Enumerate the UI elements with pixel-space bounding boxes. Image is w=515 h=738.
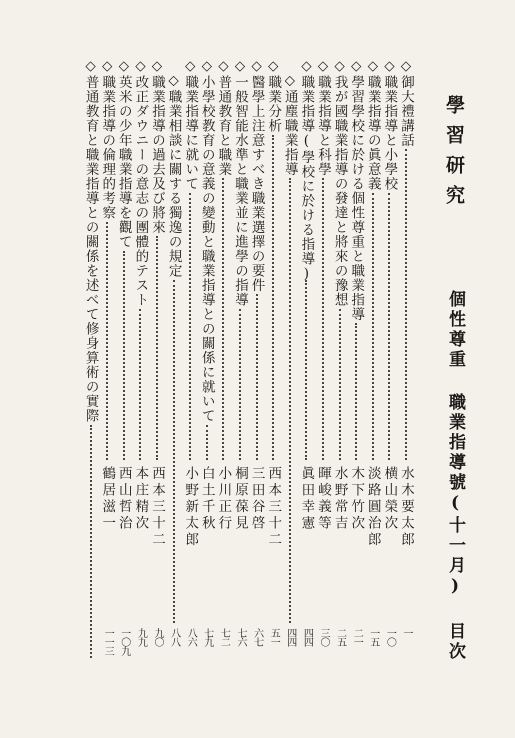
dot-leader [123,251,127,461]
dot-leader [206,425,210,461]
toc-entry-author: 鶴居滋一 [99,466,116,532]
dot-leader [405,149,409,460]
dot-leader [90,425,94,659]
toc-entry-page: 一一三 [102,628,114,655]
toc-entry-page: 六七 [251,628,263,646]
toc-entry-title: ◇職業指導の倫理的考察 [99,58,116,220]
dot-leader [106,222,110,461]
toc-entry-title: ◇我が國職業指導の發達と將來の豫想 [331,58,348,307]
toc-entry-title: ◇職業指導と科學 [315,58,331,177]
dot-leader [339,309,343,461]
dot-leader [173,280,177,624]
toc-entry-author: 暉峻義等 [315,466,331,532]
toc-entry-author: 西本三十二 [149,466,165,549]
toc-entry-author: 白土千秋 [198,466,215,532]
toc-entry-author: 小野新太郎 [182,466,199,549]
toc-entry-page: 二五 [334,628,346,646]
toc-entry-title: ◇英米の少年職業指導を觀て [115,58,132,249]
toc-entry-title: ◇職業指導と小學校 [381,58,398,191]
toc-entry-title: ◇職業指導(學校に於ける指導) [298,58,315,283]
toc-entry-page: 一〇 [384,628,396,646]
toc-entry-page: 八六 [185,628,197,646]
toc-entry-page: 一五 [367,628,379,646]
toc-entry-page: 八八 [168,628,180,646]
toc-entry-page: 一 [401,628,412,637]
toc-entry-author: 横山榮次 [381,466,398,532]
toc-entry-author: 木下竹次 [348,466,365,532]
dot-leader [388,193,392,461]
dot-leader [355,323,359,460]
toc-entry-author: 水木要太郎 [398,466,414,549]
toc-entry-page: 一〇九 [118,628,130,655]
dot-leader [305,280,309,461]
toc-entry-page: 九〇 [152,628,163,646]
toc-entry [81,58,101,648]
toc-entry-page: 七六 [235,628,246,646]
toc-entry-page: 四四 [284,628,296,646]
dot-leader [139,309,143,461]
toc-entry-author: 本庄精次 [132,466,149,532]
toc-entry-title: ◇普通教育と職業指導との關係を述べて修身算術の實際 [82,58,99,423]
dot-leader [256,294,260,460]
toc-entry-page: 七九 [201,628,213,646]
toc-entry-author: 桐原葆見 [232,466,248,532]
dot-leader [322,178,326,460]
dot-leader [156,236,160,460]
toc-entry-title: ◇通塵職業指導 [281,58,298,177]
toc-entry-title: ◇職業指導の過去及び將來 [149,58,165,235]
toc-entry-author: 淡路圓治郎 [364,466,381,549]
toc-entry-page: 二一 [351,628,363,646]
toc-entry-title: ◇改正ダウニーの意志の團體的テスト [132,58,149,307]
toc-entry-page: 七二 [218,628,230,646]
toc-entry-title: ◇一般智能水準と職業並に進學の指導 [232,58,248,307]
toc-entry-title: ◇小學校教育の意義の變動と職業指導との關係に就いて [198,58,215,423]
dot-leader [239,309,243,461]
toc-entry-title: ◇職業指導に就いて [182,58,199,191]
dot-leader [372,193,376,461]
toc-entry-author: 小川正行 [215,466,232,532]
toc-entry-page: 四四 [301,628,313,646]
toc-entry-page: 五一 [268,628,280,646]
toc-entry-title: ◇普通教育と職業 [215,58,232,177]
dot-leader [189,193,193,461]
toc-entry-author: 西山哲治 [115,466,132,532]
toc-entry-title: ◇職業分析 [265,58,282,133]
toc-entry-title: ◇御大禮講話 [398,58,414,148]
toc-entry-title: ◇學習學校に於ける個性尊重と職業指導 [348,58,365,322]
toc-entry-author: 水野常吉 [331,466,348,532]
toc-entry-page: 三〇 [318,628,329,646]
toc-entry-author: 西本三十二 [265,466,282,549]
toc-entry-title: ◇職業指導の眞意義 [364,58,381,191]
journal-title: 學習研究 [443,95,465,215]
toc-entry-page: 九九 [135,628,147,646]
toc-entry-title: ◇職業相談に關する獨逸の規定 [165,58,182,278]
dot-leader [272,135,276,461]
dot-leader [289,178,293,623]
toc-entry-title: ◇醫學上注意すべき職業選擇の要件 [248,58,265,293]
toc-entry-author: 三田谷啓 [248,466,265,532]
dot-leader [222,178,226,460]
toc-entry-author: 眞田幸憲 [298,466,315,532]
issue-title: 個性尊重 職業指導號(十一月) 目次 [445,290,465,662]
